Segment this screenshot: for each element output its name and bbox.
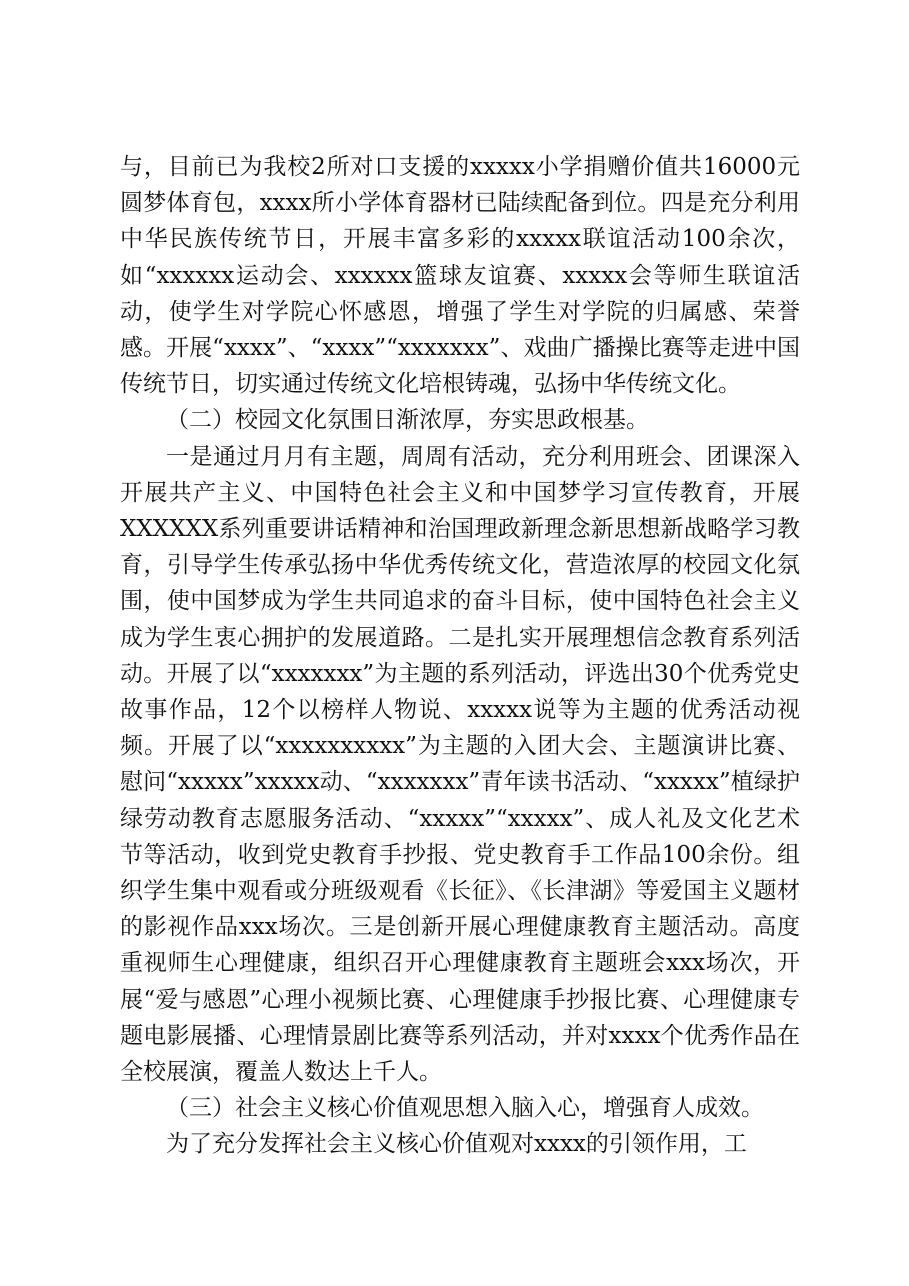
paragraph-section-3: 为了充分发挥社会主义核心价值观对xxxx的引领作用，工 (166, 1131, 747, 1158)
paragraph-section-2: 一是通过月月有主题，周周有活动，充分利用班会、团课深入开展共产主义、中国特色社会主义和中国梦学习宣传教育，开展XXXXXX系列重要讲话精神和治国理政新理念新思想新战略学习教育，引导学生传承弘扬中华优秀传统文化，营造浓厚的校园文化氛围，使中国梦成为学生共同追求的奋斗目标，使中国特色社会主义成为学生衷心拥护的发展道路。二是扎实开展理想信念教育系列活动。开展了以“xxxxxxx”为主题的系列活动，评选出30个优秀党史故事作品，12个以榜样人物说、xxxxx说等为主题的优秀活动视频。开展了以“xxxxxxxxxx”为主题的入团大会、主题演讲比赛、慰问“xxxxx”xxxxx动、“xxxxxxx”青年读书活动、“xxxxx”植绿护绿劳动教育志愿服务活动、“xxxxx”“xxxxx”、成人礼及文化艺术节等活动，收到党史教育手抄报、党史教育手工作品100余份。组织学生集中观看或分班级观看《长征》、《长津湖》等爱国主义题材的影视作品xxx场次。三是创新开展心理健康教育主题活动。高度重视师生心理健康，组织召开心理健康教育主题班会xxx场次，开展“爱与感恩”心理小视频比赛、心理健康手抄报比赛、心理健康专题电影展播、心理情景剧比赛等系列活动，并对xxxx个优秀作品在全校展演，覆盖人数达上千人。 (120, 443, 800, 1086)
document-body (120, 149, 800, 1163)
section-heading-3: （三）社会主义核心价值观思想入脑入心，增强育人成效。 (166, 1095, 764, 1122)
section-heading-2: （二）校园文化氛围日渐浓厚，夯实思政根基。 (166, 407, 649, 434)
paragraph-continued: 与，目前已为我校2所对口支援的xxxxx小学捐赠价值共16000元圆梦体育包，xxxx所小学体育器材已陆续配备到位。四是充分利用中华民族传统节日，开展丰富多彩的xxxxx联谊活动100余次，如“xxxxxx运动会、xxxxxx篮球友谊赛、xxxxx会等师生联谊活动，使学生对学院心怀感恩，增强了学生对学院的归属感、荣誉感。开展“xxxx”、“xxxx”“xxxxxxx”、戏曲广播操比赛等走进中国传统节日，切实通过传统文化培根铸魂，弘扬中华传统文化。 (120, 154, 800, 398)
